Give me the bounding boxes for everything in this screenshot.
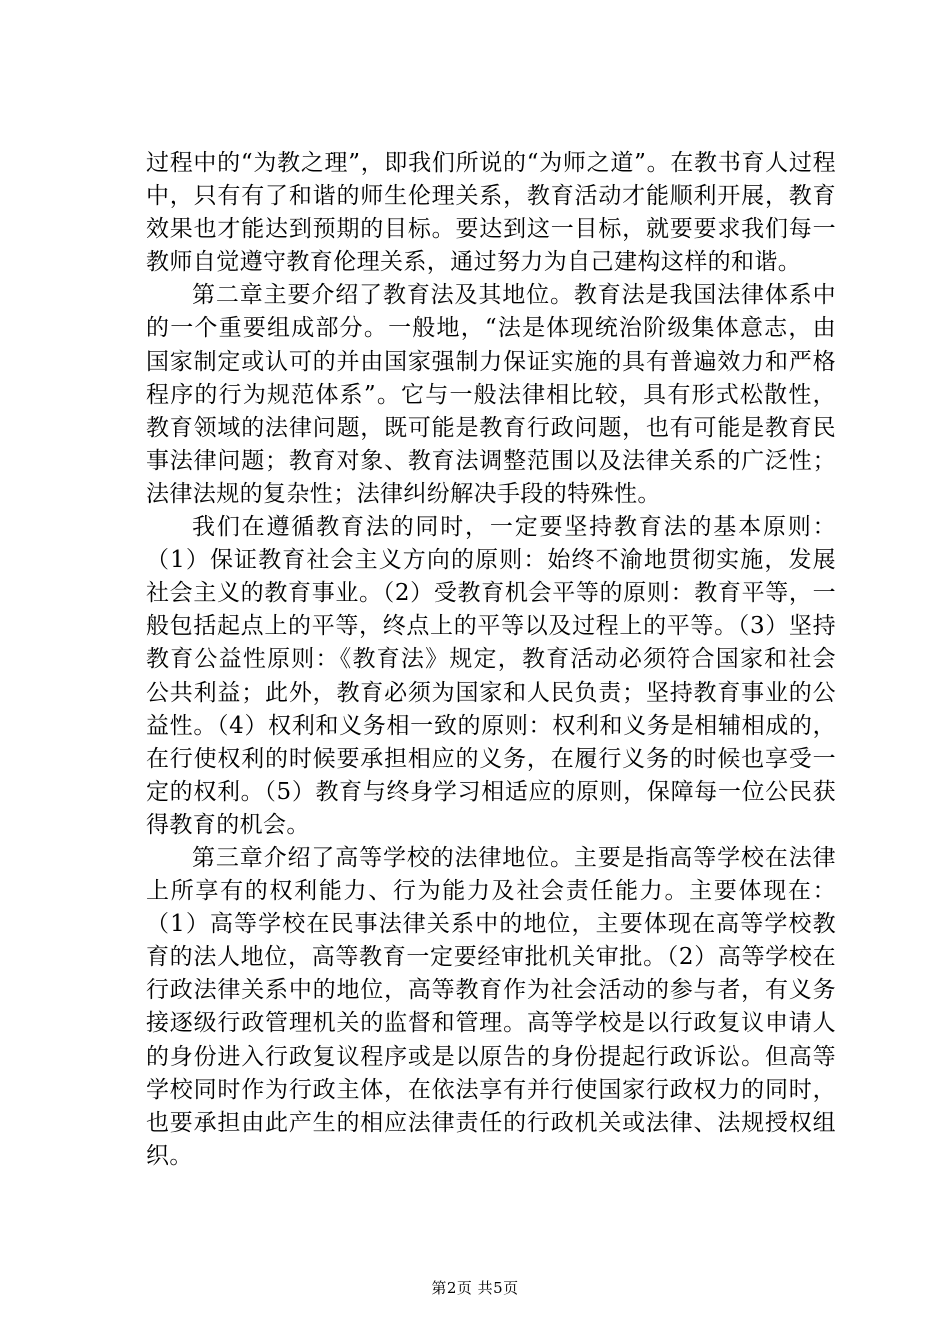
- document-body: [146, 147, 836, 1173]
- page-number-footer: 第2页 共5页: [431, 1279, 519, 1297]
- paragraph-chapter-three: 第三章介绍了高等学校的法律地位。主要是指高等学校在法律上所享有的权利能力、行为能力及社会责任能力。主要体现在：（1）高等学校在民事法律关系中的地位，主要体现在高等学校教育的法人地位，高等教育一定要经审批机关审批。（2）高等学校在行政法律关系中的地位，高等教育作为社会活动的参与者，有义务接逐级行政管理机关的监督和管理。高等学校是以行政复议申请人的身份进入行政复议程序或是以原告的身份提起行政诉讼。但高等学校同时作为行政主体，在依法享有并行使国家行政权力的同时，也要承担由此产生的相应法律责任的行政机关或法律、法规授权组织。: [146, 844, 836, 1169]
- paragraph-continuation: 过程中的“为教之理”，即我们所说的“为师之道”。在教书育人过程中，只有有了和谐的师生伦理关系，教育活动才能顺利开展，教育效果也才能达到预期的目标。要达到这一目标，就要要求我们每一教师自觉遵守教育伦理关系，通过努力为自己建构这样的和谐。: [146, 150, 836, 276]
- paragraph-chapter-two: 第二章主要介绍了教育法及其地位。教育法是我国法律体系中的一个重要组成部分。一般地，“法是体现统治阶级集体意志，由国家制定或认可的并由国家强制力保证实施的具有普遍效力和严格程序的行为规范体系”。它与一般法律相比较，具有形式松散性，教育领域的法律问题，既可能是教育行政问题，也有可能是教育民事法律问题；教育对象、教育法调整范围以及法律关系的广泛性；法律法规的复杂性；法律纠纷解决手段的特殊性。: [146, 282, 836, 507]
- paragraph-principles: 我们在遵循教育法的同时，一定要坚持教育法的基本原则：（1）保证教育社会主义方向的原则：始终不渝地贯彻实施，发展社会主义的教育事业。（2）受教育机会平等的原则：教育平等，一般包括起点上的平等，终点上的平等以及过程上的平等。（3）坚持教育公益性原则：《教育法》规定，教育活动必须符合国家和社会公共利益；此外，教育必须为国家和人民负责；坚持教育事业的公益性。（4）权利和义务相一致的原则：权利和义务是相辅相成的，在行使权利的时候要承担相应的义务，在履行义务的时候也享受一定的权利。（5）教育与终身学习相适应的原则，保障每一位公民获得教育的机会。: [146, 514, 836, 838]
